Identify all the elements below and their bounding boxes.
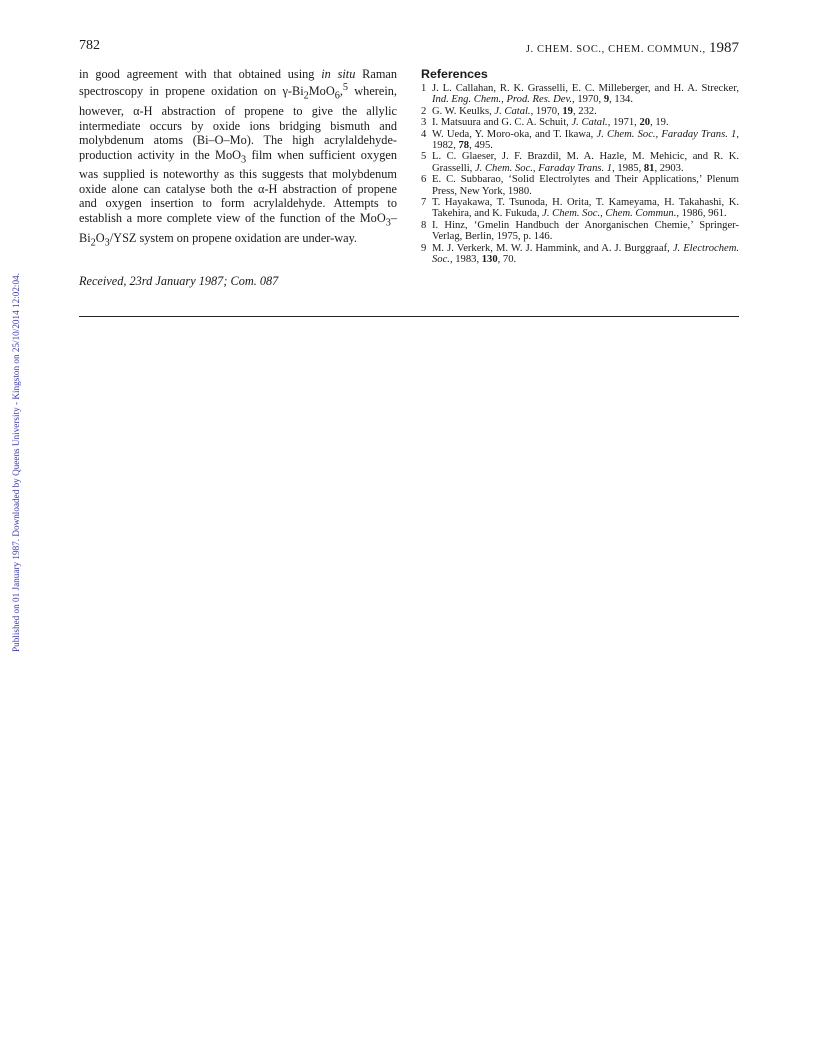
text-run: –Bi (79, 210, 397, 245)
volume-bold: 130 (481, 254, 498, 266)
text-run: O (95, 230, 105, 245)
reference-item (421, 117, 739, 128)
text-run: wherein, however, α-H abstraction of propene to give the allylic intermediate occurs by oxide ions bridging bismuth and molybdenum atoms (Bi–O–Mo). The high acrylaldehyde-production activity in the MoO (79, 84, 397, 162)
text-run: , 2903. (654, 162, 684, 174)
text-run: T. Hayakawa, T. Tsunoda, H. Orita, T. Kameyama, H. Takahashi, K. Takehira, and K. Fukuda, (432, 197, 739, 220)
reference-item (421, 243, 739, 266)
text-run: , 1985, (612, 162, 644, 174)
reference-number: 1 (421, 83, 427, 94)
received-date: Received, 23rd January 1987; Com. 087 (79, 274, 279, 288)
journal-italic: J. Chem. Soc., Chem. Commun. (542, 208, 677, 220)
reference-item (421, 220, 739, 243)
text-run: , 1986, 961. (676, 208, 727, 220)
reference-number: 9 (421, 242, 427, 254)
text-run: J. L. Callahan, R. K. Grasselli, E. C. Milleberger, and H. A. Strecker, (432, 83, 739, 94)
subscript: 3 (104, 236, 110, 248)
journal-name: J. CHEM. SOC., CHEM. COMMUN., (525, 44, 706, 55)
text-run: , 134. (609, 94, 633, 106)
reference-item (421, 106, 739, 117)
references-column (421, 67, 739, 266)
reference-text (432, 174, 739, 197)
reference-text (432, 83, 739, 106)
text-run: , 1970, (572, 94, 604, 106)
reference-text (432, 117, 739, 128)
text-run: I. Matsuura and G. C. A. Schuit, (432, 117, 572, 129)
text-run: W. Ueda, Y. Moro-oka, and T. Ikawa, (432, 128, 597, 140)
journal-italic: J. Electrochem. Soc. (432, 242, 739, 266)
journal-year: 1987 (709, 40, 739, 56)
subscript: 2 (303, 90, 309, 102)
reference-item (421, 151, 739, 174)
journal-italic: J. Chem. Soc., Faraday Trans. 1 (596, 128, 737, 140)
text-run: , 1982, (432, 128, 739, 152)
journal-italic: Ind. Eng. Chem., Prod. Res. Dev. (432, 94, 573, 106)
running-head (526, 40, 739, 57)
text-run: /YSZ system on propene oxidation are under-way. (109, 230, 357, 245)
reference-number: 4 (421, 128, 427, 140)
reference-number: 5 (421, 151, 427, 163)
text-run: L. C. Glaeser, J. F. Brazdil, M. A. Hazle, M. Mehicic, and R. K. Grasselli, (432, 151, 739, 174)
page-bottom-rule (79, 316, 739, 317)
text-run: in good agreement with that obtained using (79, 67, 322, 81)
subscript: 6 (334, 90, 340, 102)
reference-text (432, 151, 739, 174)
subscript: 3 (241, 154, 247, 166)
reference-item (421, 174, 739, 197)
journal-italic: J. Catal. (571, 117, 608, 129)
journal-italic: J. Catal. (494, 105, 531, 117)
text-run: , 1983, (449, 254, 482, 266)
text-run: I. Hinz, ‘Gmelin Handbuch der Anorganischen Chemie,’ Springer-Verlag, Berlin, 1975, p. 146. (432, 219, 739, 243)
text-italic: in situ (321, 67, 356, 81)
text-run: Raman spectroscopy in propene oxidation on γ-Bi (79, 67, 398, 99)
reference-number: 7 (421, 197, 427, 209)
text-run: , (339, 84, 343, 99)
text-run: E. C. Subbarao, ‘Solid Electrolytes and Their Applications,’ Plenum Press, New York, 1980. (432, 174, 739, 197)
reference-number: 6 (421, 174, 427, 186)
volume-bold: 20 (639, 117, 651, 129)
reference-item (421, 197, 739, 220)
body-text-column (79, 67, 397, 250)
text-run: , 1971, (607, 117, 640, 129)
subscript: 3 (385, 217, 391, 229)
subscript: 2 (90, 236, 96, 248)
text-run: film when sufficient oxygen was supplied is noteworthy as this suggests that molybdenum oxide alone can catalyse both the α-H abstraction of propene and oxygen insertion to form acrylaldehyde. Attempts to establish a more complete view of the function of the MoO (79, 147, 397, 225)
citation-superscript: 5 (342, 82, 349, 94)
page-number: 782 (79, 38, 100, 53)
volume-bold: 9 (603, 94, 610, 106)
reference-text (432, 197, 739, 220)
text-run: M. J. Verkerk, M. W. J. Hammink, and A. J. Burggraaf, (432, 242, 673, 254)
reference-item (421, 83, 739, 106)
text-run: , 495. (469, 140, 493, 152)
download-watermark: Published on 01 January 1987. Downloaded by Queens University - Kingston on 25/10/2014 12:02:04. (11, 273, 21, 652)
volume-bold: 78 (458, 140, 470, 152)
volume-bold: 81 (643, 162, 655, 174)
references-heading: References (421, 67, 488, 81)
reference-text (432, 220, 739, 243)
text-run: , 19. (650, 117, 669, 129)
reference-number: 8 (421, 219, 427, 231)
text-run: G. W. Keulks, (432, 105, 495, 117)
reference-number: 2 (421, 105, 427, 117)
text-run: , 1970, (530, 105, 563, 117)
body-paragraph (79, 67, 397, 250)
reference-text (432, 129, 739, 152)
text-run: , 232. (572, 105, 597, 117)
text-run: , 70. (497, 254, 517, 266)
volume-bold: 19 (562, 105, 573, 117)
references-list (421, 83, 739, 266)
text-run: MoO (308, 84, 335, 99)
journal-italic: J. Chem. Soc., Faraday Trans. 1 (474, 162, 613, 174)
reference-number: 3 (421, 117, 427, 129)
reference-text (432, 106, 739, 117)
reference-item (421, 129, 739, 152)
reference-text (432, 243, 739, 266)
